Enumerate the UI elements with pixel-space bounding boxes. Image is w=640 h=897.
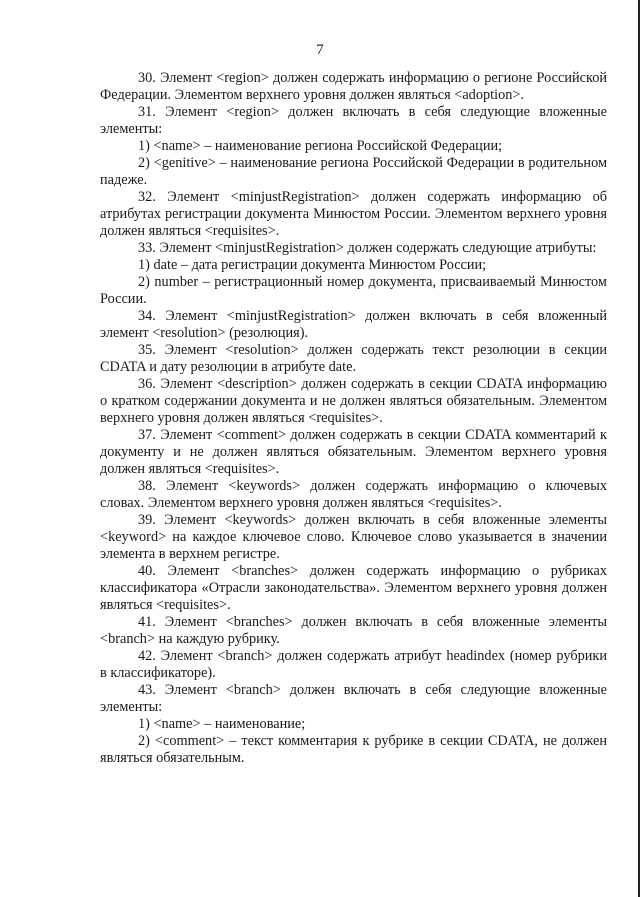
- paragraph-38: 38. Элемент <keywords> должен содержать информацию о ключевых словах. Элементом верхнего уровня должен являться <requisites>.: [100, 478, 607, 511]
- document-body: [100, 70, 607, 767]
- list-item-33-2: 2) number – регистрационный номер документа, присваиваемый Минюстом России.: [100, 274, 607, 307]
- paragraph-33: 33. Элемент <minjustRegistration> должен содержать следующие атрибуты:: [138, 240, 597, 256]
- paragraph-41: 41. Элемент <branches> должен включать в себя вложенные элементы <branch> на каждую рубрику.: [100, 614, 607, 647]
- paragraph-32: 32. Элемент <minjustRegistration> должен содержать информацию об атрибутах регистрации документа Минюстом России. Элементом верхнего уровня должен являться <requisites>.: [100, 189, 607, 239]
- list-item-33-1: 1) date – дата регистрации документа Минюстом России;: [138, 257, 487, 273]
- list-item-31-1: 1) <name> – наименование региона Российской Федерации;: [138, 138, 503, 154]
- list-item-31-2: 2) <genitive> – наименование региона Российской Федерации в родительном падеже.: [100, 155, 607, 188]
- list-item-43-2: 2) <comment> – текст комментария к рубрике в секции CDATA, не должен являться обязательным.: [100, 733, 607, 766]
- paragraph-37: 37. Элемент <comment> должен содержать в секции CDATA комментарий к документу и не должен являться обязательным. Элементом верхнего уровня должен являться <requisites>.: [100, 427, 607, 477]
- list-item-43-1: 1) <name> – наименование;: [138, 716, 306, 732]
- paragraph-43: 43. Элемент <branch> должен включать в себя следующие вложенные элементы:: [100, 682, 607, 715]
- paragraph-35: 35. Элемент <resolution> должен содержать текст резолюции в секции CDATA и дату резолюции в атрибуте date.: [100, 342, 607, 375]
- paragraph-36: 36. Элемент <description> должен содержать в секции CDATA информацию о кратком содержании документа и не должен являться обязательным. Элементом верхнего уровня должен являться <requisites>.: [100, 376, 607, 426]
- paragraph-30: 30. Элемент <region> должен содержать информацию о регионе Российской Федерации. Элементом верхнего уровня должен являться <adoption>.: [100, 70, 607, 103]
- page-number: 7: [316, 42, 324, 58]
- paragraph-42: 42. Элемент <branch> должен содержать атрибут headindex (номер рубрики в классификаторе).: [100, 648, 607, 681]
- paragraph-31: 31. Элемент <region> должен включать в себя следующие вложенные элементы:: [100, 104, 607, 137]
- paragraph-34: 34. Элемент <minjustRegistration> должен включать в себя вложенный элемент <resolution> (резолюция).: [100, 308, 607, 341]
- paragraph-39: 39. Элемент <keywords> должен включать в себя вложенные элементы <keyword> на каждое ключевое слово. Ключевое слово указывается в значении элемента в верхнем регистре.: [100, 512, 607, 562]
- paragraph-40: 40. Элемент <branches> должен содержать информацию о рубриках классификатора «Отрасли законодательства». Элементом верхнего уровня должен являться <requisites>.: [100, 563, 607, 613]
